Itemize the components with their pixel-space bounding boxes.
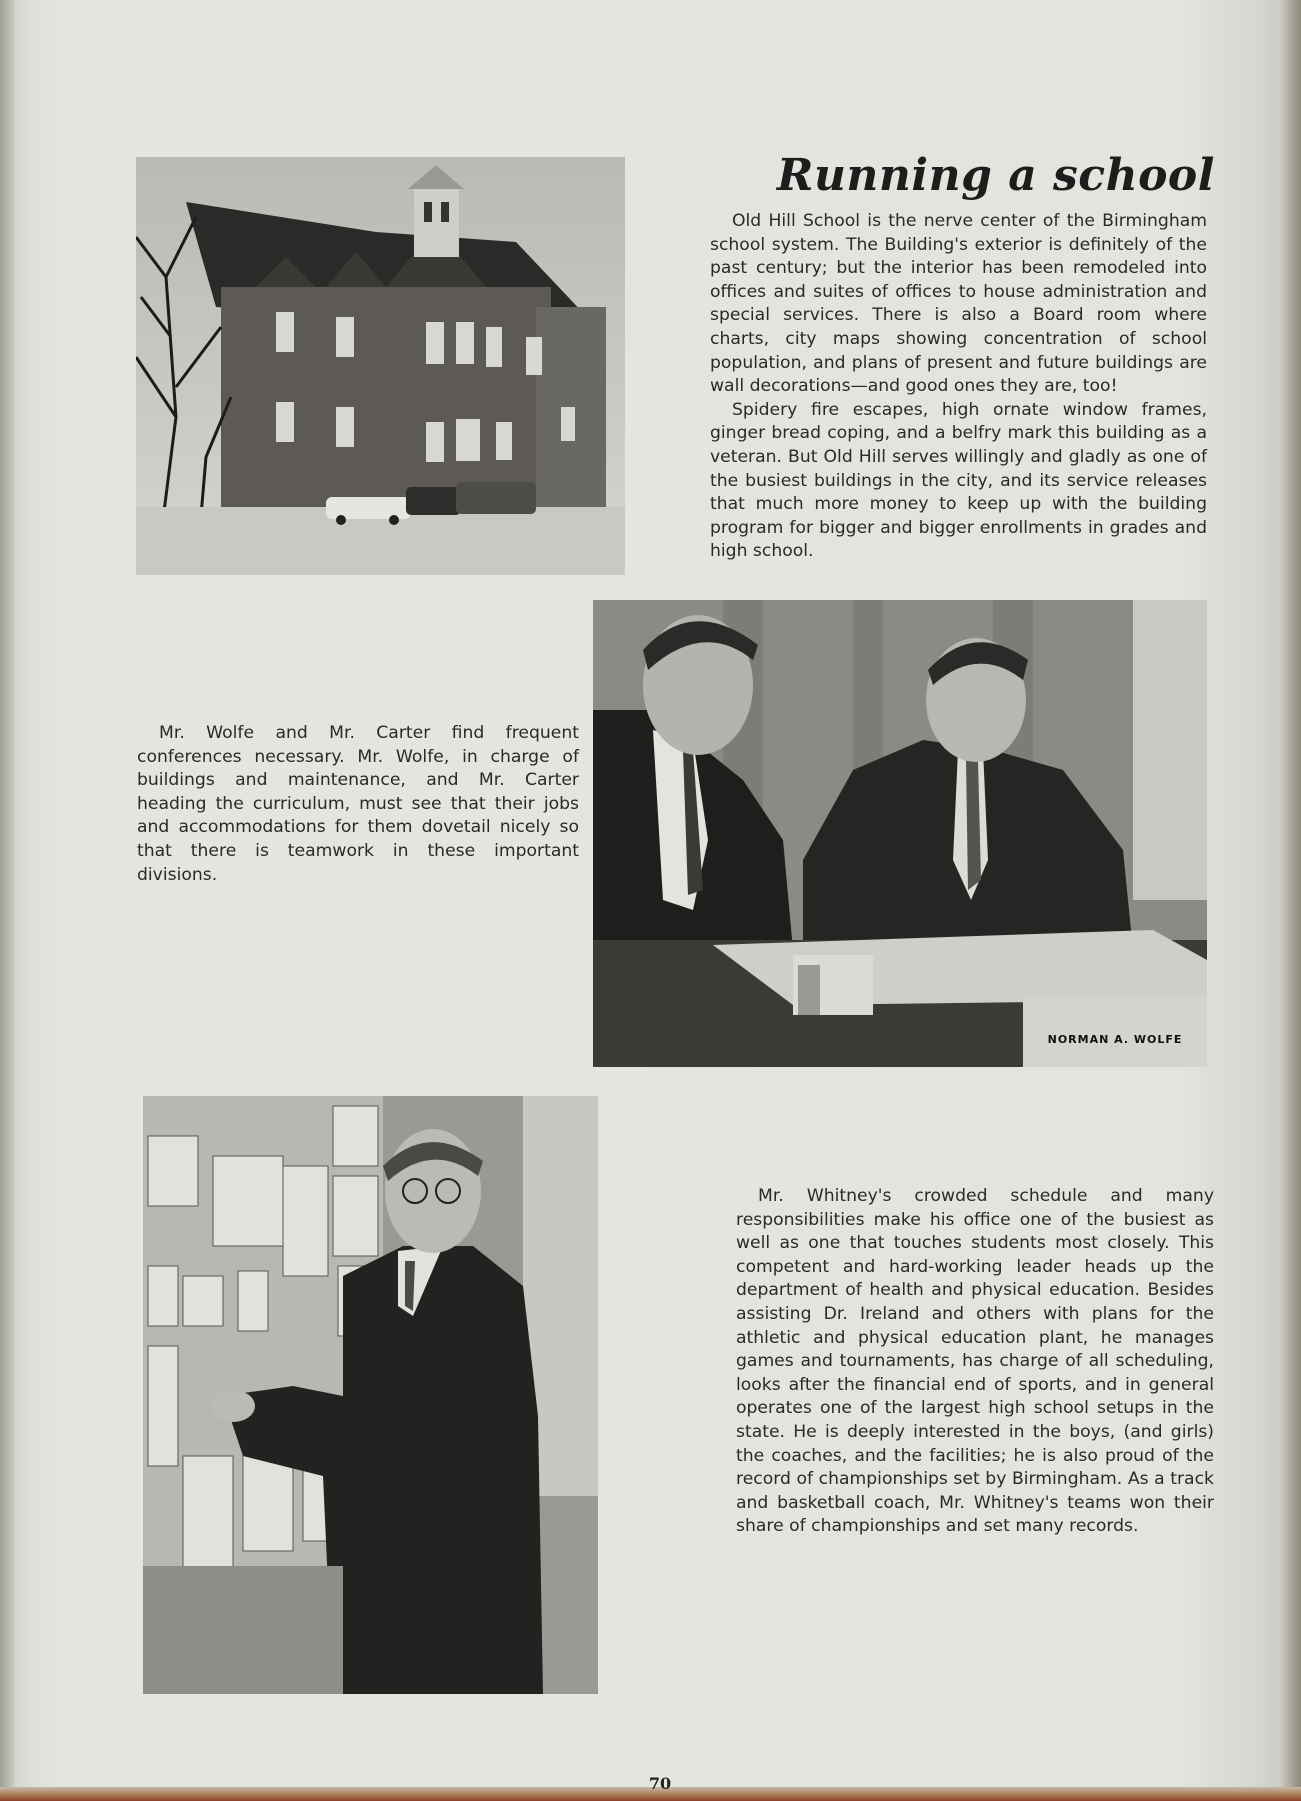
page-number: 70 — [648, 1774, 672, 1793]
whitney-caption-text: Mr. Whitney's crowded schedule and many responsibilities make his office one of the busiest as well as one that touches students most closely. This competent and hard-working leader heads up the department of health and physical education. Besides assisting Dr. Ireland and others with plans for the athletic and physical education plant, he manages games and tournaments, has charge of all scheduling, looks after the financial end of sports, and in general operates one of the largest high school setups in the state. He is deeply interested in the boys, (and girls) the coaches, and the facilities; he is also proud of the record of championships set by Birmingham. As a track and basketball coach, Mr. Whitney's teams won their share of championships and set many records. — [736, 1186, 1214, 1537]
page-edge-right — [1279, 0, 1301, 1801]
school-building-photo — [136, 157, 625, 575]
page-title: Running a school — [776, 150, 1215, 201]
meeting-photo — [593, 600, 1207, 1067]
page-edge-left — [0, 0, 14, 1801]
intro-paragraph-2: Spidery fire escapes, high ornate window frames, ginger bread coping, and a belfry mark this building as a veteran. But Old Hill serves willingly and gladly as one of the busiest buildings in the city, and its service releases that much more money to keep up with the building program for bigger and bigger enrollments in grades and high school. — [710, 399, 1207, 562]
meeting-caption — [137, 722, 579, 887]
intro-text — [710, 210, 1207, 564]
intro-paragraph-1: Old Hill School is the nerve center of the Birmingham school system. The Building's exterior is definitely of the past century; but the interior has been remodeled into offices and suites of offices to house administration and special services. There is also a Board room where charts, city maps showing concentration of school population, and plans of present and future buildings are wall decorations—and good ones they are, too! — [710, 211, 1207, 397]
whitney-caption — [736, 1185, 1214, 1539]
whitney-photo — [143, 1096, 598, 1694]
nameplate-text: NORMAN A. WOLFE — [1047, 1033, 1183, 1046]
meeting-caption-text: Mr. Wolfe and Mr. Carter find frequent conferences necessary. Mr. Wolfe, in charge of buildings and maintenance, and Mr. Carter heading the curriculum, must see that their jobs and accommodations for them dovetail nicely so that there is teamwork in these important divisions. — [137, 723, 579, 885]
